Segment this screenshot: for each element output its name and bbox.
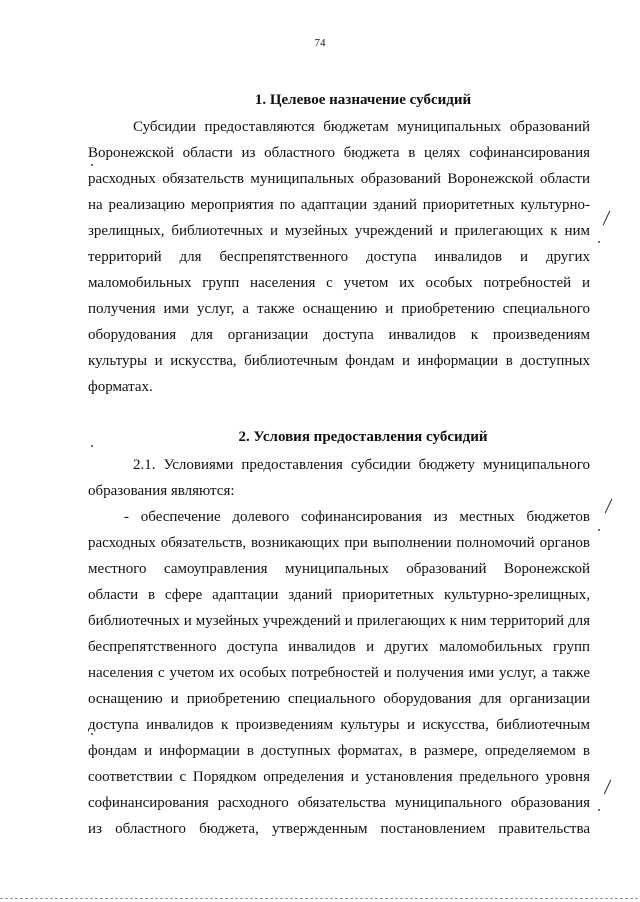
paragraph-line: библиотечных и музейных учреждений и прилегающих к ним территорий для [88, 613, 590, 629]
scan-speck [598, 241, 600, 243]
paragraph-line: расходных обязательств муниципальных образований Воронежской области [88, 171, 590, 187]
paragraph-line: получения ими услуг, а также оснащению и приобретению специального [88, 301, 590, 317]
paragraph-line: соответствии с Порядком определения и установления предельного уровня [88, 769, 590, 785]
margin-mark [603, 211, 611, 226]
paragraph-line: оборудования для организации доступа инвалидов к произведениям [88, 327, 590, 343]
paragraph-line: доступа инвалидов к произведениям культуры и искусства, библиотечным [88, 717, 590, 733]
scan-speck [91, 445, 93, 447]
paragraph-line: Воронежской области из областного бюджета в целях софинансирования [88, 145, 590, 161]
paragraph-line: Субсидии предоставляются бюджетам муниципальных образований [133, 119, 590, 135]
scan-speck [598, 529, 600, 531]
paragraph-line: территорий для беспрепятственного доступа инвалидов и других [88, 249, 590, 265]
paragraph-line: софинансирования расходного обязательства муниципального образования [88, 795, 590, 811]
paragraph-line: образования являются: [88, 483, 235, 499]
scan-speck [598, 809, 600, 811]
section-1-heading: 1. Целевое назначение субсидий [254, 92, 472, 108]
paragraph-line: - обеспечение долевого софинансирования из местных бюджетов [124, 509, 590, 525]
paragraph-line: 2.1. Условиями предоставления субсидии бюджету муниципального [133, 457, 590, 473]
paragraph-line: беспрепятственного доступа инвалидов и других маломобильных групп [88, 639, 590, 655]
margin-mark [604, 780, 612, 795]
paragraph-line: маломобильных групп населения с учетом их особых потребностей и [88, 275, 590, 291]
paragraph-line: населения с учетом их особых потребностей и получения ими услуг, а также [88, 665, 590, 681]
paragraph-line: из областного бюджета, утвержденным постановлением правительства [88, 821, 590, 837]
paragraph-line: оснащению и приобретению специального оборудования для организации [88, 691, 590, 707]
section-2-heading: 2. Условия предоставления субсидий [238, 429, 488, 445]
margin-mark [605, 499, 613, 514]
paragraph-line: форматах. [88, 379, 153, 395]
page-number: 74 [314, 37, 326, 49]
scan-speck [91, 733, 93, 735]
paragraph-line: культуры и искусства, библиотечным фондам и информации в доступных [88, 353, 590, 369]
paragraph-line: фондам и информации в доступных форматах, в размере, определяемом в [88, 743, 590, 759]
paragraph-line: расходных обязательств, возникающих при выполнении полномочий органов [88, 535, 590, 551]
paragraph-line: зрелищных, библиотечных и музейных учреждений и прилегающих к ним [88, 223, 590, 239]
scan-bottom-edge [0, 898, 640, 899]
paragraph-line: на реализацию мероприятия по адаптации зданий приоритетных культурно- [88, 197, 590, 213]
paragraph-line: местного самоуправления муниципальных образований Воронежской [88, 561, 590, 577]
scan-speck [91, 164, 93, 166]
paragraph-line: области в сфере адаптации зданий приоритетных культурно-зрелищных, [88, 587, 590, 603]
